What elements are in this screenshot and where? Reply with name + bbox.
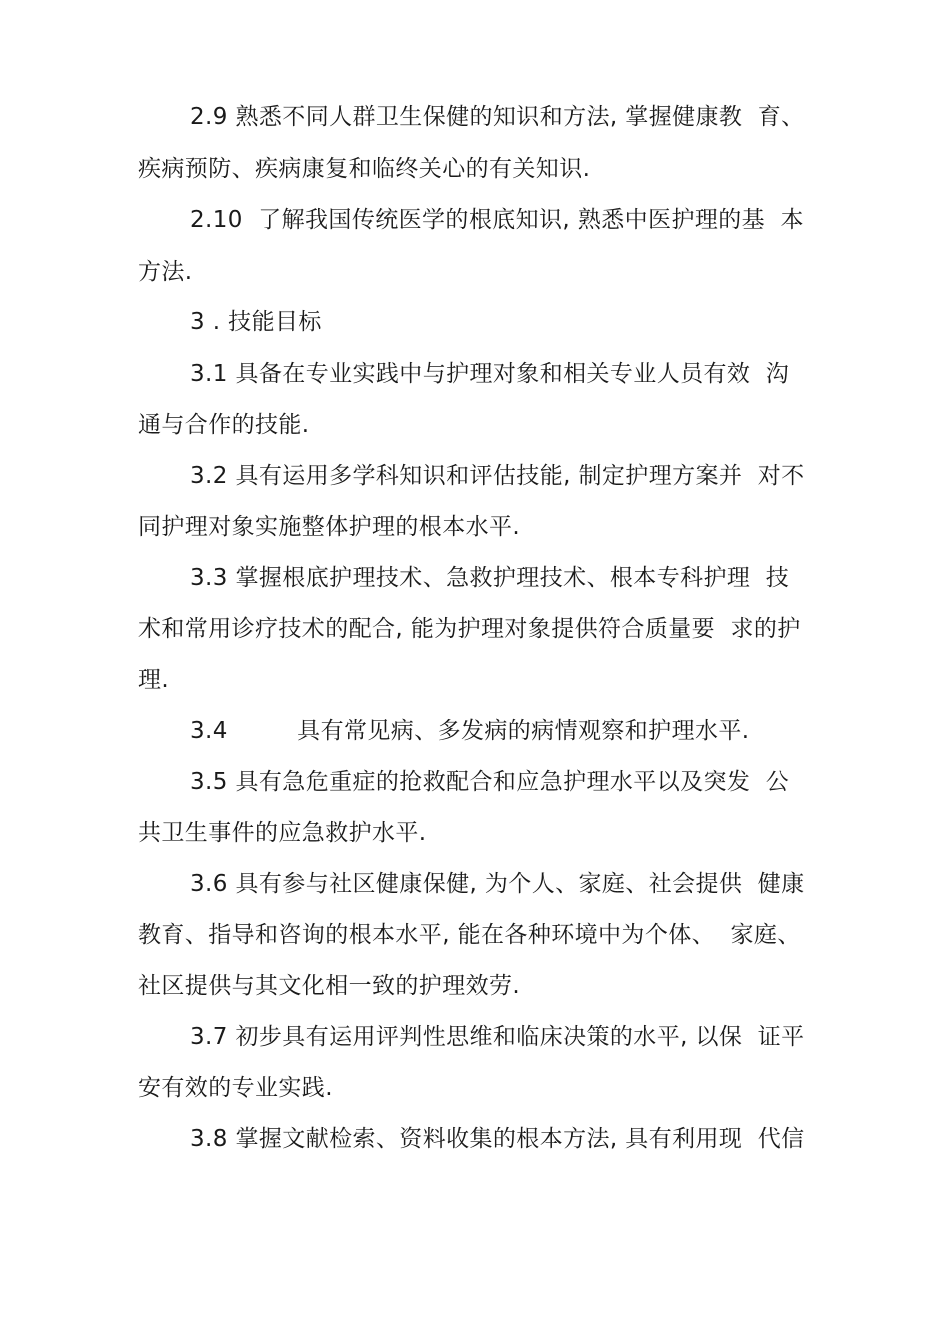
paragraph-3-6-line-3: 社区提供与其文化相一致的护理效劳. <box>138 973 521 999</box>
paragraph-3-8-line-1: 3.8 掌握文献检索、资料收集的根本方法, 具有利用现 代信 <box>190 1126 805 1152</box>
paragraph-3-3-line-2: 术和常用诊疗技术的配合, 能为护理对象提供符合质量要 求的护 <box>138 616 801 642</box>
paragraph-3-5-line-2: 共卫生事件的应急救护水平. <box>138 820 427 846</box>
paragraph-3-3-line-3: 理. <box>138 667 170 693</box>
paragraph-2-9-line-2: 疾病预防、疾病康复和临终关心的有关知识. <box>138 156 591 182</box>
paragraph-2-9-line-1: 2.9 熟悉不同人群卫生保健的知识和方法, 掌握健康教 育、 <box>190 104 805 130</box>
paragraph-3-3-line-1: 3.3 掌握根底护理技术、急救护理技术、根本专科护理 技 <box>190 565 790 591</box>
paragraph-3-6-line-2: 教育、指导和咨询的根本水平, 能在各种环境中为个体、 家庭、 <box>138 922 801 948</box>
paragraph-3-7-line-1: 3.7 初步具有运用评判性思维和临床决策的水平, 以保 证平 <box>190 1024 805 1050</box>
paragraph-2-10-line-1: 2.10 了解我国传统医学的根底知识, 熟悉中医护理的基 本 <box>190 207 804 233</box>
paragraph-3-1-line-2: 通与合作的技能. <box>138 412 310 438</box>
section-heading-skill-goals: 3 . 技能目标 <box>190 309 322 335</box>
paragraph-3-4-line-1: 3.4 具有常见病、多发病的病情观察和护理水平. <box>190 718 750 744</box>
paragraph-3-2-line-2: 同护理对象实施整体护理的根本水平. <box>138 514 521 540</box>
paragraph-3-6-line-1: 3.6 具有参与社区健康保健, 为个人、家庭、社会提供 健康 <box>190 871 805 897</box>
paragraph-3-5-line-1: 3.5 具有急危重症的抢救配合和应急护理水平以及突发 公 <box>190 769 790 795</box>
paragraph-3-1-line-1: 3.1 具备在专业实践中与护理对象和相关专业人员有效 沟 <box>190 361 790 387</box>
paragraph-2-10-line-2: 方法. <box>138 259 193 285</box>
paragraph-3-7-line-2: 安有效的专业实践. <box>138 1075 333 1101</box>
paragraph-3-2-line-1: 3.2 具有运用多学科知识和评估技能, 制定护理方案并 对不 <box>190 463 805 489</box>
